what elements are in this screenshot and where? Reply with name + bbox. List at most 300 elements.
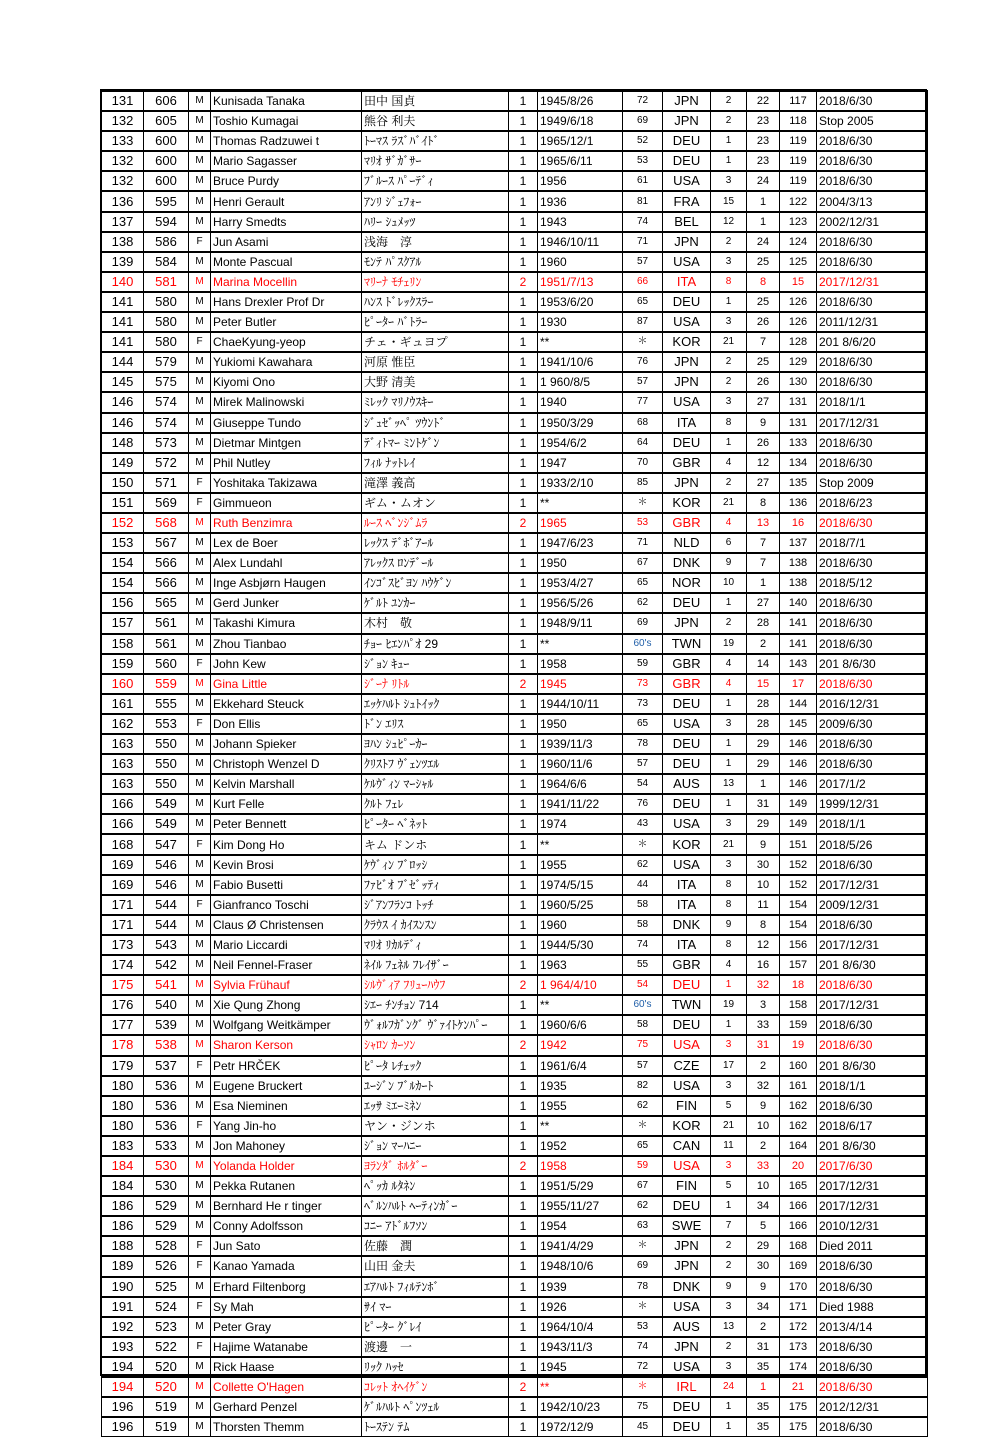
- table-row: [102, 1096, 928, 1116]
- count-cell: 1: [509, 1397, 538, 1417]
- country-cell: JPN: [663, 352, 711, 372]
- birth-date-cell: 1 960/8/5: [538, 372, 623, 392]
- table-row: [102, 774, 928, 794]
- table-row: [102, 473, 928, 493]
- country-cell: DEU: [663, 151, 711, 171]
- country-rank-cell: 9: [747, 413, 780, 433]
- country-code-cell: 4: [711, 453, 747, 473]
- table-row: [102, 654, 928, 674]
- gender-rank-cell: 134: [780, 453, 817, 473]
- count-cell: 1: [509, 593, 538, 613]
- table-row: [102, 292, 928, 312]
- country-code-cell: 4: [711, 674, 747, 694]
- age-cell: 58: [623, 1015, 663, 1035]
- country-cell: JPN: [663, 613, 711, 633]
- gender-rank-cell: 133: [780, 433, 817, 453]
- sex-cell: M: [189, 1417, 211, 1437]
- record-date-cell: 201 8/6/30: [817, 955, 928, 975]
- country-code-cell: 8: [711, 895, 747, 915]
- score-cell: 606: [144, 91, 189, 111]
- country-cell: GBR: [663, 453, 711, 473]
- age-cell: 62: [623, 1196, 663, 1216]
- table-row: [102, 1377, 928, 1397]
- score-cell: 528: [144, 1236, 189, 1256]
- country-code-cell: 1: [711, 1196, 747, 1216]
- count-cell: 1: [509, 473, 538, 493]
- score-cell: 539: [144, 1015, 189, 1035]
- birth-date-cell: **: [538, 834, 623, 854]
- score-cell: 600: [144, 131, 189, 151]
- birth-date-cell: 1954: [538, 1216, 623, 1236]
- count-cell: 1: [509, 1236, 538, 1256]
- gender-rank-cell: 164: [780, 1136, 817, 1156]
- birth-date-cell: 1936: [538, 191, 623, 211]
- score-cell: 566: [144, 553, 189, 573]
- age-cell: 57: [623, 252, 663, 272]
- sex-cell: M: [189, 694, 211, 714]
- gender-rank-cell: 149: [780, 794, 817, 814]
- country-code-cell: 2: [711, 91, 747, 111]
- sex-cell: M: [189, 553, 211, 573]
- name-cell: Phil Nutley: [211, 453, 362, 473]
- table-row: [102, 1035, 928, 1055]
- japanese-name-cell: ｹｳﾞｨﾝ ﾌﾞﾛｯｼ: [362, 855, 509, 875]
- country-rank-cell: 16: [747, 955, 780, 975]
- country-cell: KOR: [663, 1116, 711, 1136]
- rank-cell: 146: [102, 413, 144, 433]
- count-cell: 1: [509, 1277, 538, 1297]
- rank-cell: 154: [102, 553, 144, 573]
- score-cell: 595: [144, 191, 189, 211]
- age-cell: ＊: [623, 834, 663, 854]
- name-cell: Don Ellis: [211, 714, 362, 734]
- name-cell: Kunisada Tanaka: [211, 91, 362, 111]
- table-row: [102, 1156, 928, 1176]
- country-code-cell: 5: [711, 1096, 747, 1116]
- table-row: [102, 191, 928, 211]
- country-code-cell: 8: [711, 875, 747, 895]
- country-cell: JPN: [663, 232, 711, 252]
- country-rank-cell: 5: [747, 1216, 780, 1236]
- birth-date-cell: 1958: [538, 1156, 623, 1176]
- country-cell: DEU: [663, 292, 711, 312]
- score-cell: 550: [144, 754, 189, 774]
- sex-cell: M: [189, 292, 211, 312]
- japanese-name-cell: ﾚｯｸｽ ﾃﾞﾎﾞｱｰﾙ: [362, 533, 509, 553]
- sex-cell: M: [189, 935, 211, 955]
- gender-rank-cell: 166: [780, 1216, 817, 1236]
- japanese-name-cell: ﾃﾞｨﾄﾏｰ ﾐﾝﾄｹﾞﾝ: [362, 433, 509, 453]
- name-cell: Yoshitaka Takizawa: [211, 473, 362, 493]
- table-row: [102, 714, 928, 734]
- sex-cell: F: [189, 1056, 211, 1076]
- age-cell: 76: [623, 794, 663, 814]
- country-cell: DEU: [663, 1417, 711, 1437]
- sex-cell: M: [189, 392, 211, 412]
- table-row: [102, 332, 928, 352]
- count-cell: 1: [509, 654, 538, 674]
- country-code-cell: 9: [711, 1277, 747, 1297]
- name-cell: Lex de Boer: [211, 533, 362, 553]
- rank-cell: 163: [102, 754, 144, 774]
- japanese-name-cell: ﾙｰｽ ﾍﾞﾝｼﾞﾑﾗ: [362, 513, 509, 533]
- score-cell: 572: [144, 453, 189, 473]
- birth-date-cell: 1945/8/26: [538, 91, 623, 111]
- country-code-cell: 8: [711, 935, 747, 955]
- name-cell: Sylvia Frühauf: [211, 975, 362, 995]
- record-date-cell: 2017/12/31: [817, 413, 928, 433]
- birth-date-cell: 1945: [538, 674, 623, 694]
- age-cell: 58: [623, 915, 663, 935]
- age-cell: 59: [623, 1156, 663, 1176]
- age-cell: 52: [623, 131, 663, 151]
- gender-rank-cell: 123: [780, 212, 817, 232]
- score-cell: 594: [144, 212, 189, 232]
- count-cell: 1: [509, 252, 538, 272]
- age-cell: 61: [623, 171, 663, 191]
- table-row: [102, 1015, 928, 1035]
- score-cell: 580: [144, 292, 189, 312]
- age-cell: 72: [623, 1357, 663, 1377]
- score-cell: 526: [144, 1256, 189, 1276]
- country-code-cell: 21: [711, 332, 747, 352]
- country-rank-cell: 24: [747, 171, 780, 191]
- score-cell: 575: [144, 372, 189, 392]
- score-cell: 561: [144, 613, 189, 633]
- birth-date-cell: 1954/6/2: [538, 433, 623, 453]
- sex-cell: M: [189, 1156, 211, 1176]
- country-code-cell: 2: [711, 473, 747, 493]
- name-cell: Fabio Busetti: [211, 875, 362, 895]
- rank-cell: 176: [102, 995, 144, 1015]
- gender-rank-cell: 126: [780, 312, 817, 332]
- name-cell: Collette O'Hagen: [211, 1377, 362, 1397]
- age-cell: 82: [623, 1076, 663, 1096]
- gender-rank-cell: 141: [780, 634, 817, 654]
- birth-date-cell: **: [538, 332, 623, 352]
- name-cell: Rick Haase: [211, 1357, 362, 1377]
- sex-cell: F: [189, 1337, 211, 1357]
- country-rank-cell: 2: [747, 1136, 780, 1156]
- country-code-cell: 3: [711, 312, 747, 332]
- name-cell: Peter Gray: [211, 1317, 362, 1337]
- country-cell: GBR: [663, 513, 711, 533]
- country-code-cell: 21: [711, 1116, 747, 1136]
- country-rank-cell: 9: [747, 1277, 780, 1297]
- country-cell: USA: [663, 1076, 711, 1096]
- age-cell: 59: [623, 654, 663, 674]
- sex-cell: M: [189, 171, 211, 191]
- country-rank-cell: 14: [747, 654, 780, 674]
- country-cell: DEU: [663, 754, 711, 774]
- table-row: [102, 875, 928, 895]
- sex-cell: M: [189, 1015, 211, 1035]
- country-rank-cell: 8: [747, 272, 780, 292]
- sex-cell: F: [189, 473, 211, 493]
- country-code-cell: 3: [711, 1156, 747, 1176]
- rank-cell: 137: [102, 212, 144, 232]
- country-cell: DEU: [663, 734, 711, 754]
- rank-cell: 180: [102, 1096, 144, 1116]
- score-cell: 529: [144, 1196, 189, 1216]
- count-cell: 1: [509, 1317, 538, 1337]
- rank-cell: 145: [102, 372, 144, 392]
- country-cell: NOR: [663, 573, 711, 593]
- sex-cell: F: [189, 1236, 211, 1256]
- gender-rank-cell: 170: [780, 1277, 817, 1297]
- rank-cell: 190: [102, 1277, 144, 1297]
- count-cell: 1: [509, 372, 538, 392]
- record-date-cell: Died 1988: [817, 1297, 928, 1317]
- age-cell: 54: [623, 774, 663, 794]
- name-cell: Gimmueon: [211, 493, 362, 513]
- country-code-cell: 11: [711, 1136, 747, 1156]
- japanese-name-cell: 河原 惟臣: [362, 352, 509, 372]
- country-code-cell: 1: [711, 292, 747, 312]
- age-cell: 85: [623, 473, 663, 493]
- ranking-table: [101, 90, 928, 1437]
- country-code-cell: 7: [711, 1216, 747, 1236]
- country-cell: ITA: [663, 935, 711, 955]
- gender-rank-cell: 128: [780, 332, 817, 352]
- name-cell: Mirek Malinowski: [211, 392, 362, 412]
- sex-cell: M: [189, 513, 211, 533]
- record-date-cell: 2018/6/30: [817, 131, 928, 151]
- country-code-cell: 1: [711, 694, 747, 714]
- count-cell: 1: [509, 1417, 538, 1437]
- sex-cell: M: [189, 1397, 211, 1417]
- sex-cell: M: [189, 352, 211, 372]
- record-date-cell: Stop 2009: [817, 473, 928, 493]
- count-cell: 1: [509, 212, 538, 232]
- country-code-cell: 3: [711, 1297, 747, 1317]
- table-row: [102, 895, 928, 915]
- sex-cell: F: [189, 1256, 211, 1276]
- rank-cell: 194: [102, 1357, 144, 1377]
- rank-cell: 157: [102, 613, 144, 633]
- score-cell: 536: [144, 1116, 189, 1136]
- country-cell: USA: [663, 1297, 711, 1317]
- country-code-cell: 2: [711, 111, 747, 131]
- gender-rank-cell: 19: [780, 1035, 817, 1055]
- japanese-name-cell: ﾕｰｼﾞﾝ ﾌﾞﾙｶｰﾄ: [362, 1076, 509, 1096]
- name-cell: Kanao Yamada: [211, 1256, 362, 1276]
- country-code-cell: 1: [711, 131, 747, 151]
- sex-cell: M: [189, 1076, 211, 1096]
- count-cell: 1: [509, 332, 538, 352]
- score-cell: 540: [144, 995, 189, 1015]
- count-cell: 1: [509, 1096, 538, 1116]
- country-rank-cell: 1: [747, 774, 780, 794]
- gender-rank-cell: 166: [780, 1196, 817, 1216]
- score-cell: 546: [144, 875, 189, 895]
- country-rank-cell: 23: [747, 131, 780, 151]
- record-date-cell: 2018/6/30: [817, 1337, 928, 1357]
- name-cell: Ekkehard Steuck: [211, 694, 362, 714]
- rank-cell: 141: [102, 332, 144, 352]
- score-cell: 580: [144, 332, 189, 352]
- country-code-cell: 8: [711, 272, 747, 292]
- country-rank-cell: 34: [747, 1196, 780, 1216]
- japanese-name-cell: ﾈｲﾙ ﾌｪﾈﾙ ﾌﾚｲｻﾞｰ: [362, 955, 509, 975]
- age-cell: 81: [623, 191, 663, 211]
- ranking-table-body: [102, 91, 928, 1437]
- country-rank-cell: 1: [747, 212, 780, 232]
- country-cell: CZE: [663, 1056, 711, 1076]
- country-code-cell: 8: [711, 413, 747, 433]
- record-date-cell: 2018/6/30: [817, 553, 928, 573]
- table-row: [102, 1397, 928, 1417]
- table-row: [102, 1116, 928, 1136]
- age-cell: 44: [623, 875, 663, 895]
- birth-date-cell: 1940: [538, 392, 623, 412]
- country-rank-cell: 13: [747, 513, 780, 533]
- birth-date-cell: 1951/7/13: [538, 272, 623, 292]
- country-rank-cell: 31: [747, 1035, 780, 1055]
- gender-rank-cell: 20: [780, 1156, 817, 1176]
- gender-rank-cell: 143: [780, 654, 817, 674]
- age-cell: 73: [623, 674, 663, 694]
- rank-cell: 168: [102, 834, 144, 854]
- rank-cell: 171: [102, 895, 144, 915]
- record-date-cell: 2017/12/31: [817, 1176, 928, 1196]
- birth-date-cell: 1960/11/6: [538, 754, 623, 774]
- gender-rank-cell: 161: [780, 1076, 817, 1096]
- score-cell: 544: [144, 915, 189, 935]
- country-cell: KOR: [663, 332, 711, 352]
- japanese-name-cell: ｹﾞﾙﾊﾙﾄ ﾍﾟﾝﾂｪﾙ: [362, 1397, 509, 1417]
- japanese-name-cell: ｺﾆｰ ｱﾄﾞﾙﾌｿﾝ: [362, 1216, 509, 1236]
- rank-cell: 136: [102, 191, 144, 211]
- count-cell: 1: [509, 694, 538, 714]
- name-cell: Bruce Purdy: [211, 171, 362, 191]
- country-code-cell: 3: [711, 1076, 747, 1096]
- country-code-cell: 21: [711, 834, 747, 854]
- birth-date-cell: 1948/10/6: [538, 1256, 623, 1276]
- sex-cell: M: [189, 212, 211, 232]
- record-date-cell: 2017/12/31: [817, 1196, 928, 1216]
- table-row: [102, 553, 928, 573]
- country-rank-cell: 32: [747, 1076, 780, 1096]
- sex-cell: M: [189, 573, 211, 593]
- country-cell: USA: [663, 714, 711, 734]
- country-rank-cell: 1: [747, 573, 780, 593]
- score-cell: 543: [144, 935, 189, 955]
- country-rank-cell: 27: [747, 593, 780, 613]
- rank-cell: 149: [102, 453, 144, 473]
- gender-rank-cell: 173: [780, 1337, 817, 1357]
- country-rank-cell: 25: [747, 352, 780, 372]
- table-row: [102, 814, 928, 834]
- gender-rank-cell: 135: [780, 473, 817, 493]
- gender-rank-cell: 162: [780, 1096, 817, 1116]
- record-date-cell: 2018/7/1: [817, 533, 928, 553]
- country-cell: USA: [663, 1035, 711, 1055]
- score-cell: 537: [144, 1056, 189, 1076]
- table-row: [102, 975, 928, 995]
- gender-rank-cell: 141: [780, 613, 817, 633]
- score-cell: 574: [144, 392, 189, 412]
- count-cell: 2: [509, 975, 538, 995]
- country-cell: JPN: [663, 473, 711, 493]
- japanese-name-cell: ﾘｯｸ ﾊｯｾ: [362, 1357, 509, 1377]
- gender-rank-cell: 152: [780, 855, 817, 875]
- country-cell: USA: [663, 855, 711, 875]
- record-date-cell: 2018/6/30: [817, 453, 928, 473]
- table-row: [102, 915, 928, 935]
- japanese-name-cell: ﾊﾝｽ ﾄﾞﾚｯｸｽﾗｰ: [362, 292, 509, 312]
- count-cell: 1: [509, 191, 538, 211]
- sex-cell: M: [189, 1136, 211, 1156]
- count-cell: 1: [509, 91, 538, 111]
- table-row: [102, 1277, 928, 1297]
- country-code-cell: 1: [711, 1417, 747, 1437]
- record-date-cell: 2018/6/30: [817, 613, 928, 633]
- country-rank-cell: 9: [747, 1096, 780, 1116]
- japanese-name-cell: ﾍﾞﾙﾝﾊﾙﾄ ﾍｰﾃｨﾝｶﾞｰ: [362, 1196, 509, 1216]
- sex-cell: M: [189, 91, 211, 111]
- rank-cell: 163: [102, 774, 144, 794]
- score-cell: 536: [144, 1076, 189, 1096]
- count-cell: 1: [509, 834, 538, 854]
- country-cell: GBR: [663, 654, 711, 674]
- rank-cell: 175: [102, 975, 144, 995]
- rank-cell: 133: [102, 131, 144, 151]
- score-cell: 571: [144, 473, 189, 493]
- japanese-name-cell: 田中 国貞: [362, 91, 509, 111]
- table-row: [102, 935, 928, 955]
- gender-rank-cell: 146: [780, 754, 817, 774]
- name-cell: Dietmar Mintgen: [211, 433, 362, 453]
- japanese-name-cell: ﾖﾗﾝﾀﾞ ﾎﾙﾀﾞｰ: [362, 1156, 509, 1176]
- table-row: [102, 151, 928, 171]
- count-cell: 1: [509, 1357, 538, 1377]
- rank-cell: 186: [102, 1196, 144, 1216]
- country-rank-cell: 25: [747, 252, 780, 272]
- country-rank-cell: 15: [747, 674, 780, 694]
- gender-rank-cell: 145: [780, 714, 817, 734]
- japanese-name-cell: ﾏﾘｵ ﾘｶﾙﾃﾞｨ: [362, 935, 509, 955]
- japanese-name-cell: ｼﾞｱﾝﾌﾗﾝｺ ﾄｯﾁ: [362, 895, 509, 915]
- record-date-cell: 2017/12/31: [817, 272, 928, 292]
- birth-date-cell: 1953/6/20: [538, 292, 623, 312]
- table-row: [102, 1056, 928, 1076]
- age-cell: ＊: [623, 332, 663, 352]
- gender-rank-cell: 154: [780, 915, 817, 935]
- name-cell: Neil Fennel-Fraser: [211, 955, 362, 975]
- table-row: [102, 392, 928, 412]
- count-cell: 1: [509, 734, 538, 754]
- name-cell: Henri Gerault: [211, 191, 362, 211]
- table-row: [102, 593, 928, 613]
- count-cell: 1: [509, 493, 538, 513]
- name-cell: Bernhard He r tinger: [211, 1196, 362, 1216]
- country-code-cell: 1: [711, 754, 747, 774]
- gender-rank-cell: 160: [780, 1056, 817, 1076]
- score-cell: 567: [144, 533, 189, 553]
- rank-cell: 183: [102, 1136, 144, 1156]
- country-code-cell: 2: [711, 352, 747, 372]
- table-row: [102, 272, 928, 292]
- country-rank-cell: 8: [747, 915, 780, 935]
- country-code-cell: 9: [711, 915, 747, 935]
- sex-cell: M: [189, 814, 211, 834]
- birth-date-cell: 1944/10/11: [538, 694, 623, 714]
- score-cell: 579: [144, 352, 189, 372]
- country-cell: JPN: [663, 372, 711, 392]
- birth-date-cell: 1960: [538, 915, 623, 935]
- country-rank-cell: 9: [747, 834, 780, 854]
